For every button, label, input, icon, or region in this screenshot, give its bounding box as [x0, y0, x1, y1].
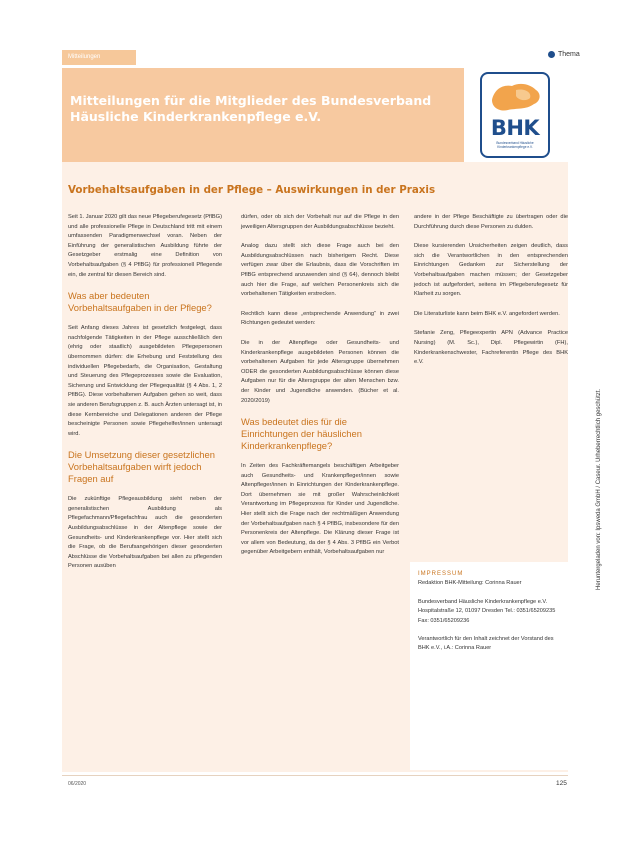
- impressum-title: IMPRESSUM: [418, 571, 464, 577]
- section-tab: Mitteilungen: [62, 50, 136, 65]
- germany-map-icon: [486, 80, 544, 114]
- paragraph: Seit 1. Januar 2020 gilt das neue Pflegeberufegesetz (PflBG) und alle professionelle Pflege in Deutschland tritt mit einem umfassenden Paradigmenwechsel voran. Neben der Einführung der generalistischen Ausbildung führte der Gesetzgeber erstmalig eine Definition von Vorbehaltsaufgaben (§ 4 PflBG) für professionell Pflegende ein, die zentral für diesen Bereich sind.: [68, 214, 222, 278]
- page-number: 125: [556, 780, 567, 787]
- subheading: Was bedeutet dies für die Einrichtungen der häuslichen Kinderkrankenpflege?: [241, 416, 362, 452]
- paragraph: Die in der Altenpflege oder Gesundheits- und Kinderkrankenpflege ausgebildeten Personen können die vorbehaltenen Aufgaben für jede Altersgruppe übernehmen ODER die gesonderten Ausbildungsabschlüsse können diese Aufgaben nur für die Altersgruppe der alten Menschen bzw. der Kinder und Jugendliche anwenden. (Bücher et al. 2020/2019): [241, 339, 399, 404]
- thema-dot-icon: [548, 51, 555, 58]
- article-column-3: [414, 213, 568, 378]
- impressum-responsible: Verantwortlich für den Inhalt zeichnet der Vorstand des BHK e.V., i.A.: Corinna Rauer: [418, 636, 554, 652]
- logo-subtitle: Bundesverband Häusliche Kinderkrankenpflege e.V.: [496, 141, 534, 149]
- header-title: Mitteilungen für die Mitglieder des Bundesverband Häusliche Kinderkrankenpflege e.V.: [70, 93, 432, 124]
- paragraph: dürfen, oder ob sich der Vorbehalt nur auf die Pflege in den jeweiligen Altersgruppen der Ausbildungsabschlüsse bezieht.: [241, 214, 399, 230]
- download-notice: Heruntergeladen von: Ipsweda GmbH / Caseur. Urheberrechtlich geschützt.: [596, 388, 602, 590]
- subheading: Die Umsetzung dieser gesetzlichen Vorbehaltsaufgaben wirft jedoch Fragen auf: [68, 449, 215, 485]
- paragraph: Die Literaturliste kann beim BHK e.V. angefordert werden.: [414, 310, 560, 317]
- paragraph: andere in der Pflege Beschäftigte zu übertragen oder die Durchführung durch diese Personen zu dulden.: [414, 214, 568, 230]
- subheading: Was aber bedeuten Vorbehaltsaufgaben in der Pflege?: [68, 290, 212, 314]
- article-column-2: [241, 213, 399, 568]
- logo: [464, 68, 568, 162]
- impressum-address: Bundesverband Häusliche Kinderkrankenpflege e.V. Hospitalstraße 12, 01097 Dresden Tel.: 0351/65209235 Fax: 0351/65209236: [418, 598, 556, 624]
- paragraph: Rechtlich kann diese „entsprechende Anwendung“ in zwei Richtungen gedeutet werden:: [241, 310, 399, 327]
- logo-text: BHK: [490, 116, 540, 140]
- footer-rule: [62, 775, 568, 776]
- thema-label: Thema: [558, 51, 580, 58]
- article-column-1: [68, 213, 222, 582]
- paragraph: Seit Anfang dieses Jahres ist gesetzlich festgelegt, dass nachfolgende Tätigkeiten in der Pflege ausschließlich den (ehrig oder staatlich) ausgebildeten Pflegepersonen übernommen dürfen: die Erhebung und Feststellung des individuellen Pflegebedarfs, die Organisation, Gestaltung und Steuerung des Pflegeprozesses sowie die Evaluation, Sicherung und Entwicklung der Pflegequalität (§ 4 Abs. 1, 2 PflBG). Diese vorbehaltenen Aufgaben gehen so weit, dass sie anderen Berufsgruppen z. B. auch Ärzten untersagt ist, in diese Kernbereiche und Delegationen anderen der Pflege bescheinigte Personen sowie Pflegehelfer/innen untersagt wird.: [68, 325, 222, 437]
- paragraph: Analog dazu stellt sich diese Frage auch bei den Ausbildungsabschlüssen nach bisherigem Recht. Diese verfügen zwar über die Erlaubnis, dass die Vorschriften im PflBG entsprechend anzuwenden sind (§ 64), dennoch bleibt auch hier die Frage, auf welchen Personenkreis sich die vorbehaltenen Tätigkeiten erstrecken.: [241, 243, 399, 298]
- article-headline: Vorbehaltsaufgaben in der Pflege – Auswirkungen in der Praxis: [68, 184, 436, 196]
- footer-issue: 06/2020: [68, 781, 87, 787]
- author-paragraph: Stefanie Zeng, Pflegeexpertin APN (Advance Practice Nursing) (M. Sc.), Dipl. Pflegewirtin (FH), Kinderkrankenschwester, Fachreferentin Pflege des BHK e.V.: [414, 330, 568, 366]
- bhk-logo-frame: [480, 72, 550, 158]
- impressum-box: [410, 562, 568, 770]
- thema-marker: [548, 51, 580, 58]
- impressum-editor: Redaktion BHK-Mitteilung: Corinna Rauer: [418, 580, 522, 587]
- paragraph: In Zeiten des Fachkräftemangels beschäftigen Arbeitgeber auch Gesundheits- und Krankenpfleger/innen sowie Altenpfleger/innen in Einrichtungen der Kinderkrankenpflege. Dort übernehmen sie mit großer Wahrscheinlichkeit Verantwortung im Pflegeprozess für Kinder und Jugendliche. Hier stellt sich die Frage nach der rechtmäßigen Anwendung der Vorbehaltsaufgaben nach § 4 PflBG, insbesondere für den Personenkreis der Altenpflege. Die Klärung dieser Frage ist vor allem von Bedeutung, da der § 4 Abs. 3 PflBG ein Verbot gegenüber Arbeitgebern enthält, Vorbehaltsaufgaben nur: [241, 463, 399, 556]
- header-banner: [62, 68, 464, 162]
- paragraph: Die zukünftige Pflegeausbildung sieht neben der generalistischen Ausbildung als Pflegefachmann/Pflegefachfrau auch die gesonderten Ausbildungsabschlüsse in der Altenpflege sowie der Gesundheits- und Kinderkrankenpflege vor. Hier stellt sich die Frage, ob die Berufsangehörigen dieser gesonderten Abschlüsse die Vorbehaltsaufgaben bei allen zu pflegenden Personen ausüben: [68, 496, 222, 570]
- paragraph: Diese kursierenden Unsicherheiten zeigen deutlich, dass sich die Verantwortlichen in den entsprechenden Einrichtungen Gedanken zur Sicherstellung der Vorbehaltsaufgaben machen müssen; der Gesetzgeber jedoch ist aufgefordert, seitens im Pflegeberufegesetz für Klarheit zu sorgen.: [414, 243, 568, 298]
